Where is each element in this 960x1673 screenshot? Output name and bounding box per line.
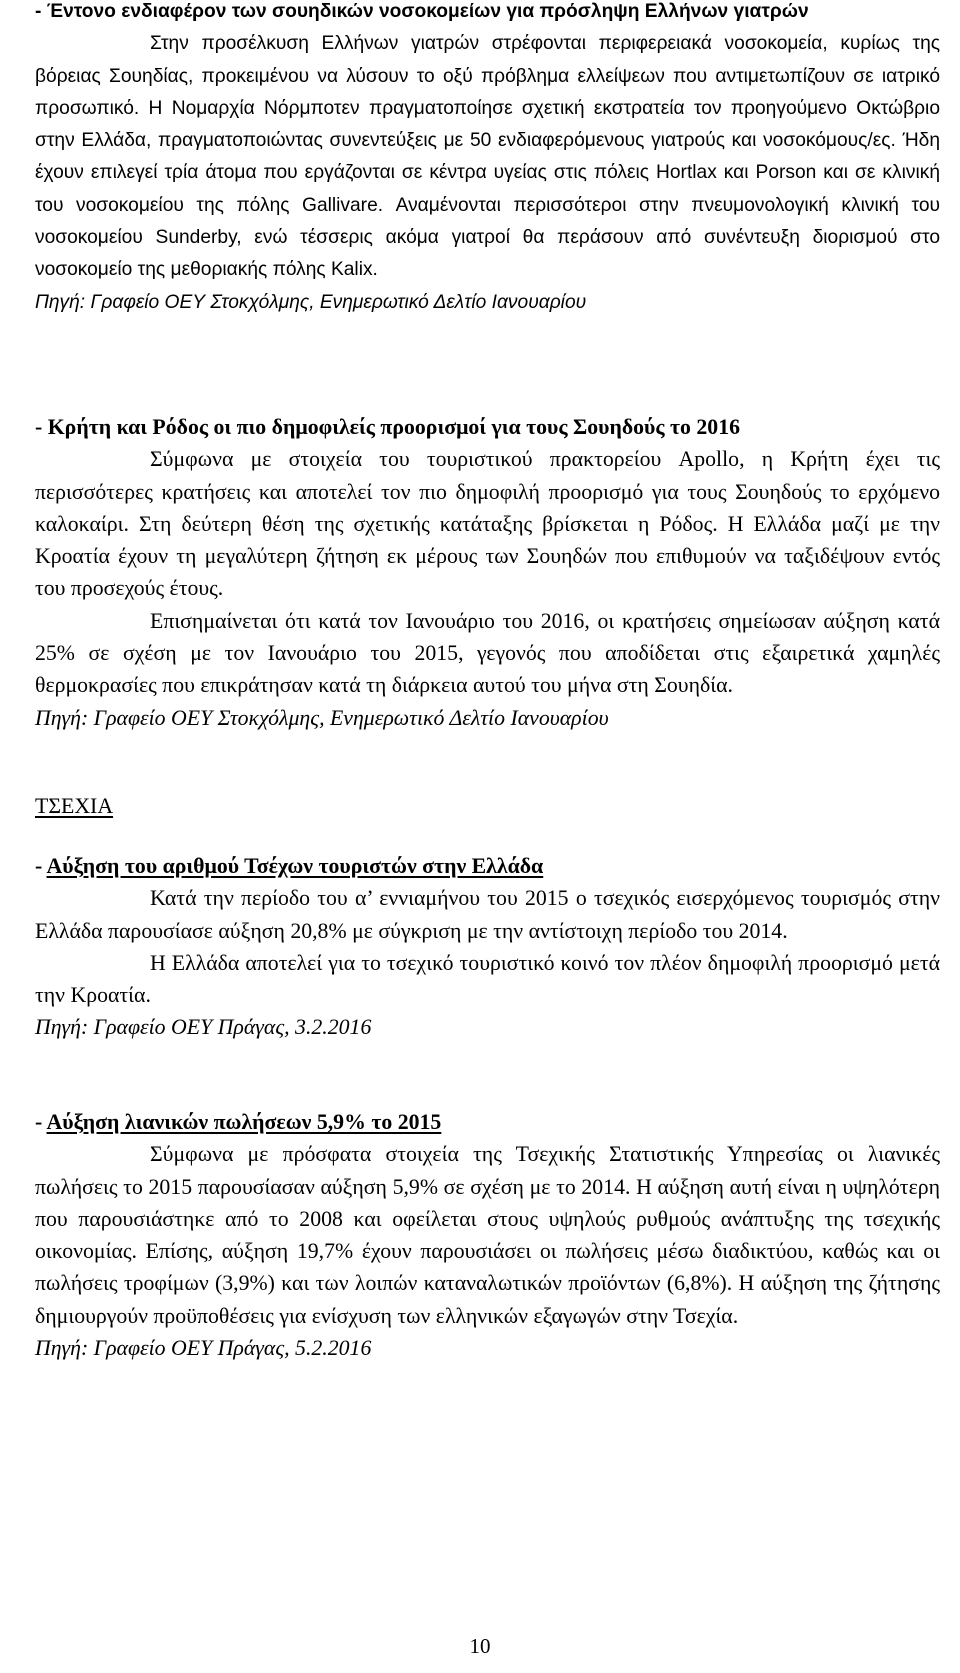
article-sweden-doctors bbox=[35, 0, 940, 319]
article-heading bbox=[35, 850, 940, 882]
page-number: 10 bbox=[469, 1634, 491, 1658]
article-paragraph: Σύμφωνα με στοιχεία του τουριστικού πρακτορείου Apollo, η Κρήτη έχει τις περισσότερες κρατήσεις και αποτελεί τον πιο δημοφιλή προορισμό για τους Σουηδούς το ερχόμενο καλοκαίρι. Στη δεύτερη θέση της σχετικής κατάταξης βρίσκεται η Ρόδος. Η Ελλάδα μαζί με την Κροατία έχουν τη μεγαλύτερη ζήτηση εκ μέρους των Σουηδών που επιθυμούν να ταξιδέψουν εντός του προσεχούς έτους. bbox=[35, 447, 940, 601]
article-heading bbox=[35, 1106, 940, 1138]
article-source: Πηγή: Γραφείο ΟΕΥ Πράγας, 3.2.2016 bbox=[35, 1015, 372, 1040]
article-czech-tourists bbox=[35, 850, 940, 1044]
article-source: Πηγή: Γραφείο ΟΕΥ Πράγας, 5.2.2016 bbox=[35, 1336, 372, 1361]
article-source: Πηγή: Γραφείο ΟΕΥ Στοκχόλμης, Ενημερωτικό Δελτίο Ιανουαρίου bbox=[35, 291, 587, 313]
paragraph-text: Αναμένονται περισσότεροι στην πνευμονολογική κλινική του νοσοκομείου Sunderby, ενώ τέσσερις ακόμα γιατροί θα περάσουν από συνέντευξη διορισμού στο νοσοκομείο της μεθοριακής πόλης Kalix. bbox=[35, 194, 940, 281]
section-title: ΤΣΕΧΙΑ bbox=[35, 794, 114, 818]
heading-prefix: - bbox=[35, 415, 48, 439]
article-heading: - Έντονο ενδιαφέρον των σουηδικών νοσοκομείων για πρόσληψη Ελλήνων γιατρών bbox=[35, 1, 809, 22]
heading-prefix: - bbox=[35, 854, 47, 878]
article-crete-rhodes bbox=[35, 411, 940, 734]
heading-text: Αύξηση λιανικών πωλήσεων 5,9% το 2015 bbox=[46, 1110, 442, 1134]
article-paragraph: Κατά την περίοδο του α’ εννιαμήνου του 2015 ο τσεχικός εισερχόμενος τουρισμός στην Ελλάδα παρουσίασε αύξηση 20,8% με σύγκριση με την αντίστοιχη περίοδο του 2014. bbox=[35, 886, 940, 943]
article-heading bbox=[35, 411, 940, 443]
paragraph-text: Ήδη έχουν επιλεγεί τρία άτομα που εργάζονται σε κέντρα υγείας στις πόλεις Hortlax και Porson και σε κλινική του νοσοκομείου της πόλης Gallivare. bbox=[35, 130, 940, 216]
article-paragraph: Επισημαίνεται ότι κατά τον Ιανουάριο του 2016, οι κρατήσεις σημείωσαν αύξηση κατά 25% σε σχέση με τον Ιανουάριο του 2015, γεγονός που αποδίδεται στις εξαιρετικά χαμηλές θερμοκρασίες που επικράτησαν κατά τη διάρκεια αυτού του μήνα στη Σουηδία. bbox=[35, 608, 940, 698]
country-section bbox=[35, 790, 940, 822]
article-paragraph: Η Ελλάδα αποτελεί για το τσεχικό τουριστικό κοινό τον πλέον δημοφιλή προορισμό μετά την Κροατία. bbox=[35, 950, 940, 1008]
article-paragraph bbox=[35, 28, 940, 286]
heading-text: Κρήτη και Ρόδος οι πιο δημοφιλείς προορισμοί για τους Σουηδούς το 2016 bbox=[47, 415, 741, 439]
article-retail-sales bbox=[35, 1106, 940, 1364]
heading-text: Αύξηση του αριθμού Τσέχων τουριστών στην Ελλάδα bbox=[46, 854, 544, 878]
paragraph-text: Στην προσέλκυση Ελλήνων γιατρών στρέφονται περιφερειακά νοσοκομεία, κυρίως της βόρειας Σουηδίας, προκειμένου να λύσουν το οξύ πρόβλημα ελλείψεων που αντιμετωπίζουν σε ιατρικό προσωπικό. Η Νομαρχία Νόρμποτεν πραγματοποίησε σχετική εκστρατεία τον προηγούμενο Οκτώβριο στην Ελλάδα, πραγματοποιώντας συνεντεύξεις με 50 ενδιαφερόμενους γιατρούς και νοσοκόμους/ες. bbox=[35, 33, 940, 152]
article-paragraph: Σύμφωνα με πρόσφατα στοιχεία της Τσεχικής Στατιστικής Υπηρεσίας οι λιανικές πωλήσεις το 2015 παρουσίασαν αύξηση 5,9% σε σχέση με το 2014. Η αύξηση αυτή είναι η υψηλότερη που παρουσιάστηκε από το 2008 και οφείλεται στους υψηλούς ρυθμούς ανάπτυξης της τσεχικής οικονομίας. Επίσης, αύξηση 19,7% έχουν παρουσιάσει οι πωλήσεις μέσω διαδικτύου, καθώς και οι πωλήσεις τροφίμων (3,9%) και των λοιπών καταναλωτικών προϊόντων (6,8%). Η αύξηση της ζήτησης δημιουργούν προϋποθέσεις για ενίσχυση των ελληνικών εξαγωγών στην Τσεχία. bbox=[35, 1142, 940, 1328]
heading-prefix: - bbox=[35, 1110, 47, 1134]
article-source: Πηγή: Γραφείο ΟΕΥ Στοκχόλμης, Ενημερωτικό Δελτίο Ιανουαρίου bbox=[35, 705, 609, 730]
